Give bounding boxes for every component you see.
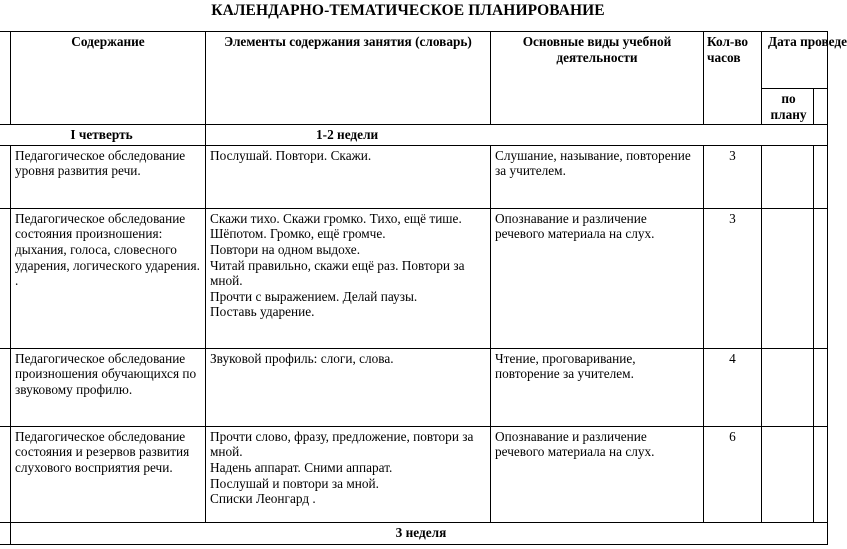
row-activities: Слушание, называние, повторение за учителем. [491, 145, 704, 208]
header-row [0, 32, 828, 89]
row-activities: Опознавание и различение речевого материала на слух. [491, 426, 704, 522]
row-content: Педагогическое обследование произношения обучающихся по звуковому профилю. [11, 348, 206, 426]
row-hours: 3 [704, 145, 762, 208]
row-content: Педагогическое обследование состояния произношения: дыхания, голоса, словесного ударения, логического ударения. . [11, 208, 206, 348]
row-date-fact [814, 145, 828, 208]
header-content: Содержание [11, 32, 206, 125]
row-date-plan [762, 426, 814, 522]
header-date: Дата проведе [762, 32, 828, 89]
row-date-plan [762, 348, 814, 426]
table-row [0, 426, 828, 522]
row-content: Педагогическое обследование уровня развития речи. [11, 145, 206, 208]
week-row [0, 522, 828, 544]
quarter-label: I четверть [0, 125, 206, 146]
header-activities: Основные виды учебной деятельности [491, 32, 704, 125]
row-num-cell [0, 426, 11, 522]
row-elements: Прочти слово, фразу, предложение, повтори за мной. Надень аппарат. Сними аппарат. Послушай и повтори за мной. Списки Леонгард . [206, 426, 491, 522]
quarter-row [0, 125, 828, 146]
week-label: 3 неделя [11, 522, 828, 544]
row-activities: Чтение, проговаривание, повторение за учителем. [491, 348, 704, 426]
header-hours: Кол-во часов [704, 32, 762, 125]
row-date-fact [814, 208, 828, 348]
row-activities: Опознавание и различение речевого материала на слух. [491, 208, 704, 348]
row-num-cell [0, 348, 11, 426]
table-row [0, 208, 828, 348]
row-date-plan [762, 208, 814, 348]
page-title: КАЛЕНДАРНО-ТЕМАТИЧЕСКОЕ ПЛАНИРОВАНИЕ [211, 2, 605, 19]
row-num-cell [0, 208, 11, 348]
header-elements: Элементы содержания занятия (словарь) [206, 32, 491, 125]
table-row [0, 348, 828, 426]
row-hours: 6 [704, 426, 762, 522]
row-date-plan [762, 145, 814, 208]
planning-table [0, 31, 847, 545]
row-elements: Скажи тихо. Скажи громко. Тихо, ещё тише. Шёпотом. Громко, ещё громче. Повтори на одном выдохе. Читай правильно, скажи ещё раз. Повтори за мной. Прочти с выражением. Делай паузы. Поставь ударение. [206, 208, 491, 348]
table-row [0, 145, 828, 208]
row-elements: Звуковой профиль: слоги, слова. [206, 348, 491, 426]
row-date-fact [814, 348, 828, 426]
row-content: Педагогическое обследование состояния и резервов развития слухового восприятия речи. [11, 426, 206, 522]
header-by-fact [814, 89, 828, 125]
row-date-fact [814, 426, 828, 522]
row-num-cell [0, 145, 11, 208]
row-hours: 3 [704, 208, 762, 348]
header-num-cell [0, 32, 11, 125]
header-by-plan: по плану [762, 89, 814, 125]
row-hours: 4 [704, 348, 762, 426]
row-elements: Послушай. Повтори. Скажи. [206, 145, 491, 208]
weeks-label: 1-2 недели [206, 125, 828, 146]
row-num-cell [0, 522, 11, 544]
